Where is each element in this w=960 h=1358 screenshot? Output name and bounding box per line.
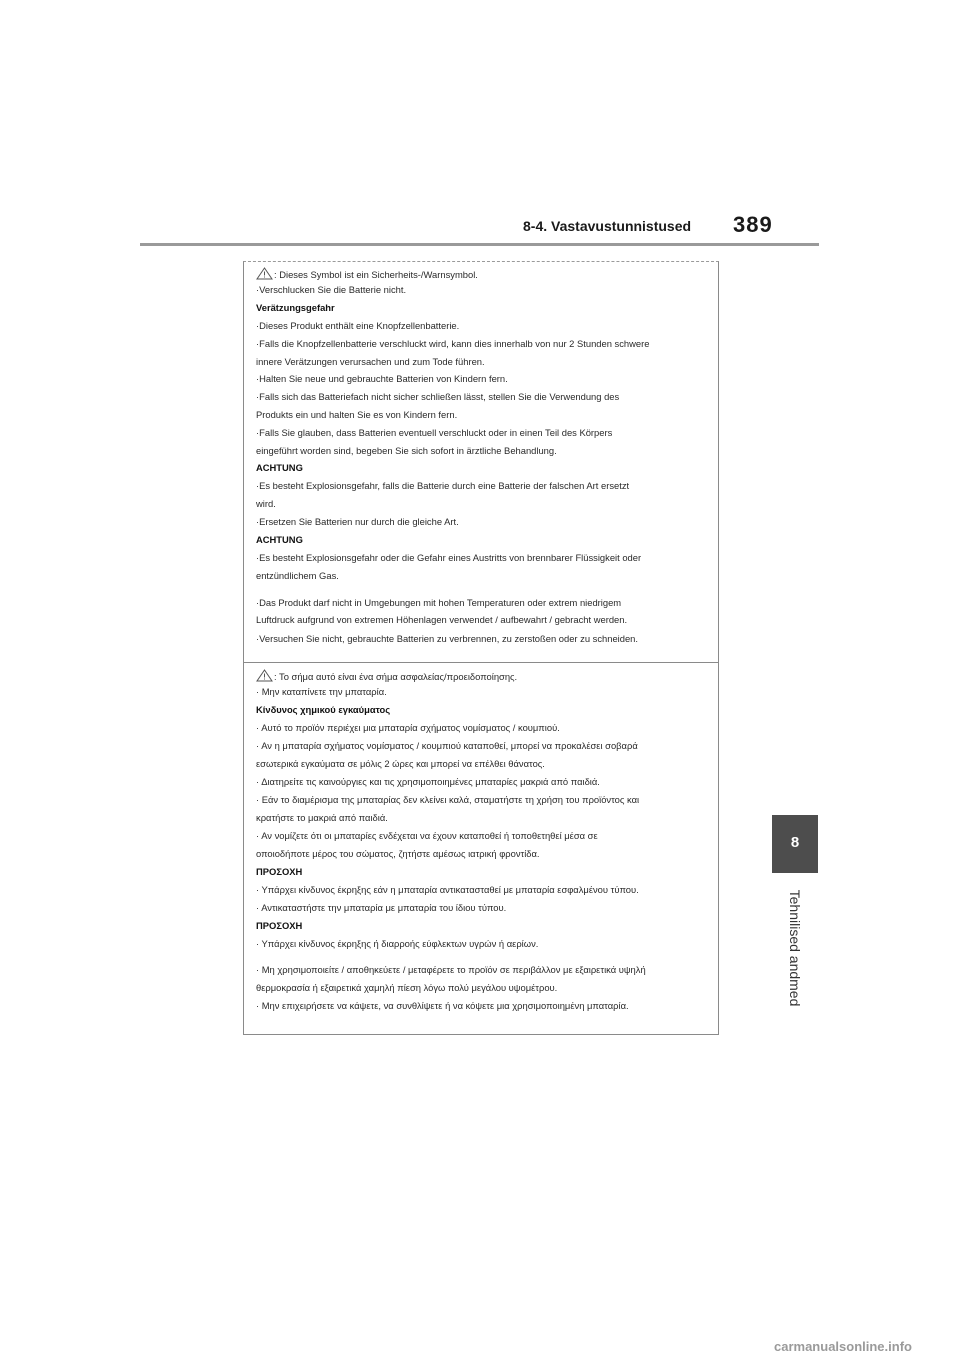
- header-rule: [140, 243, 819, 246]
- warning-text-line: [256, 284, 716, 296]
- warning-text-line: [256, 794, 716, 806]
- section-title: 8-4. Vastavustunnistused: [523, 218, 692, 234]
- chapter-tab: [772, 815, 818, 873]
- line-text: ·Das Produkt darf nicht in Umgebungen mit hohen Temperaturen oder extrem niedrigem: [256, 597, 622, 608]
- warning-heading: [256, 704, 716, 716]
- line-text: ·Halten Sie neue und gebrauchte Batterien von Kindern fern.: [256, 373, 508, 384]
- warning-text-line: [256, 391, 716, 403]
- line-text: ·Ersetzen Sie Batterien nur durch die gleiche Art.: [256, 516, 459, 527]
- warning-text-line: [256, 848, 716, 860]
- warning-text-line: [256, 740, 716, 752]
- warning-text-line: [256, 480, 716, 492]
- warning-text-line: [256, 830, 716, 842]
- line-text: ·Dieses Produkt enthält eine Knopfzellenbatterie.: [256, 320, 460, 331]
- warning-text-line: [256, 812, 716, 824]
- line-text: ·Verschlucken Sie die Batterie nicht.: [256, 284, 407, 295]
- line-text: entzündlichem Gas.: [256, 570, 339, 581]
- warning-heading: [256, 866, 716, 878]
- battery-warning-box: [243, 261, 719, 1035]
- warning-text-line: [256, 722, 716, 734]
- warning-text-line: [256, 373, 716, 385]
- warning-text-line: [256, 597, 716, 609]
- chapter-label-text: Tehnilised andmed: [787, 889, 803, 1007]
- line-text: eingeführt worden sind, begeben Sie sich sofort in ärztliche Behandlung.: [256, 445, 557, 456]
- line-text: · Εάν το διαμέρισμα της μπαταρίας δεν κλείνει καλά, σταματήστε τη χρήση του προϊόντος και: [256, 794, 640, 805]
- line-text: wird.: [256, 498, 276, 509]
- warning-text-line: [256, 570, 716, 582]
- warning-text-line: [256, 964, 716, 976]
- line-text: εσωτερικά εγκαύματα σε μόλις 2 ώρες και μπορεί να επέλθει θάνατος.: [256, 758, 545, 769]
- warning-text-line: [256, 320, 716, 332]
- line-text: ·Es besteht Explosionsgefahr, falls die Batterie durch eine Batterie der falschen Art ersetzt: [256, 480, 630, 491]
- warning-heading: [256, 462, 716, 474]
- line-text: ΠΡΟΣΟΧΗ: [256, 866, 303, 877]
- warning-text-line: [256, 498, 716, 510]
- line-text: ACHTUNG: [256, 462, 303, 473]
- warning-text-line: [256, 338, 716, 350]
- line-text: Κίνδυνος χημικού εγκαύματος: [256, 704, 391, 715]
- language-divider: [244, 662, 718, 663]
- warning-text-line: [256, 982, 716, 994]
- warning-text-line: [256, 686, 716, 698]
- line-text: ·Es besteht Explosionsgefahr oder die Gefahr eines Austritts von brennbarer Flüssigkeit oder: [256, 552, 642, 563]
- line-text: · Μην επιχειρήσετε να κάψετε, να συνθλίψετε ή να κόψετε μια χρησιμοποιημένη μπαταρία.: [256, 1000, 629, 1011]
- warning-text-line: [256, 445, 716, 457]
- line-text: Verätzungsgefahr: [256, 302, 335, 313]
- line-text: οποιοδήποτε μέρος του σώματος, ζητήστε αμέσως ιατρική φροντίδα.: [256, 848, 540, 859]
- line-text: · Αντικαταστήστε την μπαταρία με μπαταρία του ίδιου τύπου.: [256, 902, 507, 913]
- line-text: ACHTUNG: [256, 534, 303, 545]
- page-number: 389: [733, 212, 773, 237]
- warning-text-line: [256, 884, 716, 896]
- chapter-number: 8: [790, 834, 800, 851]
- warning-heading: [256, 534, 716, 546]
- warning-text-line: [256, 427, 716, 439]
- line-text: · Αν νομίζετε ότι οι μπαταρίες ενδέχεται να έχουν καταποθεί ή τοποθετηθεί μέσα σε: [256, 830, 598, 841]
- line-text: : Το σήμα αυτό είναι ένα σήμα ασφαλείας/προειδοποίησης.: [274, 671, 518, 682]
- line-text: innere Verätzungen verursachen und zum Tode führen.: [256, 356, 485, 367]
- line-text: ·Falls sich das Batteriefach nicht sicher schließen lässt, stellen Sie die Verwendung des: [256, 391, 620, 402]
- line-text: κρατήστε το μακριά από παιδιά.: [256, 812, 388, 823]
- warning-heading: [256, 302, 716, 314]
- line-text: θερμοκρασία ή εξαιρετικά χαμηλή πίεση λόγω πολύ μεγάλου υψομέτρου.: [256, 982, 558, 993]
- warning-text-line: [256, 633, 716, 645]
- warning-text-line: [256, 776, 716, 788]
- line-text: ΠΡΟΣΟΧΗ: [256, 920, 303, 931]
- warning-symbol-line: [256, 267, 716, 283]
- line-text: · Αυτό το προϊόν περιέχει μια μπαταρία σχήματος νομίσματος / κουμπιού.: [256, 722, 560, 733]
- warning-text-line: [256, 552, 716, 564]
- line-text: · Υπάρχει κίνδυνος έκρηξης ή διαρροής εύφλεκτων υγρών ή αερίων.: [256, 938, 539, 949]
- warning-text-line: [256, 516, 716, 528]
- line-text: ·Falls Sie glauben, dass Batterien eventuell verschluckt oder in einen Teil des Körpers: [256, 427, 613, 438]
- line-text: : Dieses Symbol ist ein Sicherheits-/Warnsymbol.: [274, 269, 478, 280]
- line-text: · Μην καταπίνετε την μπαταρία.: [256, 686, 387, 697]
- warning-text-line: [256, 614, 716, 626]
- line-text: · Υπάρχει κίνδυνος έκρηξης εάν η μπαταρία αντικατασταθεί με μπαταρία εσφαλμένου τύπου.: [256, 884, 639, 895]
- warning-triangle-icon: [256, 267, 273, 283]
- line-text: Produkts ein und halten Sie es von Kindern fern.: [256, 409, 458, 420]
- line-text: ·Falls die Knopfzellenbatterie verschluckt wird, kann dies innerhalb von nur 2 Stunden schwere: [256, 338, 650, 349]
- warning-triangle-icon: [256, 669, 273, 685]
- line-text: · Μη χρησιμοποιείτε / αποθηκεύετε / μεταφέρετε το προϊόν σε περιβάλλον με εξαιρετικά υψηλή: [256, 964, 646, 975]
- line-text: Luftdruck aufgrund von extremen Höhenlagen verwendet / aufbewahrt / gebracht werden.: [256, 614, 628, 625]
- warning-symbol-line: [256, 669, 716, 685]
- line-text: · Διατηρείτε τις καινούργιες και τις χρησιμοποιημένες μπαταρίες μακριά από παιδιά.: [256, 776, 600, 787]
- line-text: ·Versuchen Sie nicht, gebrauchte Batterien zu verbrennen, zu zerstoßen oder zu schneiden.: [256, 633, 638, 644]
- warning-text-line: [256, 902, 716, 914]
- warning-text-line: [256, 409, 716, 421]
- warning-text-line: [256, 356, 716, 368]
- warning-text-line: [256, 938, 716, 950]
- watermark: carmanualsonline.info: [774, 1339, 912, 1354]
- warning-heading: [256, 920, 716, 932]
- warning-text-line: [256, 1000, 716, 1012]
- warning-text-line: [256, 758, 716, 770]
- line-text: · Αν η μπαταρία σχήματος νομίσματος / κουμπιού καταποθεί, μπορεί να προκαλέσει σοβαρά: [256, 740, 638, 751]
